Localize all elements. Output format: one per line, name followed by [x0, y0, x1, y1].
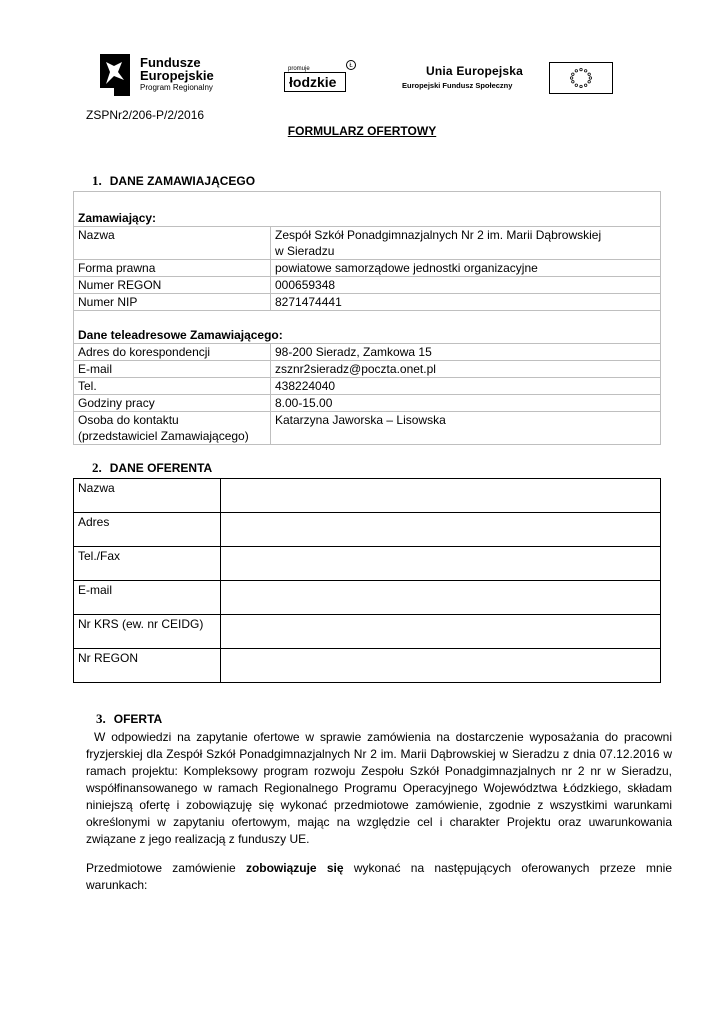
empty-row — [74, 192, 661, 211]
table-row — [74, 311, 661, 328]
lodzkie-small-text: promuje — [288, 66, 310, 72]
table-row — [74, 649, 661, 683]
row-value — [271, 227, 661, 260]
zamawiajacy-subheader: Zamawiający: — [74, 210, 661, 227]
row-label — [74, 412, 271, 445]
row-value: 8271474441 — [271, 294, 661, 311]
unia-europejska-logo — [400, 62, 615, 94]
table-row — [74, 479, 661, 513]
table-row — [74, 547, 661, 581]
row-value: zsznr2sieradz@poczta.onet.pl — [271, 361, 661, 378]
row-label: Numer NIP — [74, 294, 271, 311]
section1-heading — [92, 173, 255, 189]
table-row — [74, 344, 661, 361]
row-label: Nazwa — [74, 479, 221, 513]
row-value: Katarzyna Jaworska – Lisowska — [271, 412, 661, 445]
ue-line2: Europejski Fundusz Społeczny — [402, 81, 513, 90]
table-row — [74, 294, 661, 311]
fundusze-europejskie-mark-icon — [100, 54, 130, 96]
table-row — [74, 412, 661, 445]
row-label: E-mail — [74, 361, 271, 378]
eu-flag-icon — [549, 62, 613, 94]
zamawiajacy-table — [73, 191, 661, 445]
input-cell-adres[interactable] — [221, 513, 661, 547]
oferta-paragraph — [86, 729, 672, 848]
row-label: Nr KRS (ew. nr CEIDG) — [74, 615, 221, 649]
fe-line3: Program Regionalny — [140, 83, 213, 92]
section3-number: 3. — [96, 711, 106, 726]
row-label-line1: Osoba do kontaktu — [78, 413, 179, 427]
lodzkie-word: łodzkie — [289, 74, 337, 90]
row-label: Tel. — [74, 378, 271, 395]
section3-heading — [96, 711, 162, 727]
row-value-line1: Zespół Szkół Ponadgimnazjalnych Nr 2 im. Marii Dąbrowskiej — [275, 228, 602, 242]
table-row — [74, 210, 661, 227]
row-label: Godziny pracy — [74, 395, 271, 412]
promuje-lodzkie-logo — [282, 60, 358, 94]
table-row — [74, 395, 661, 412]
row-label: Adres — [74, 513, 221, 547]
fe-line1: Fundusze — [140, 55, 201, 70]
warunki-post: wykonać na następujących oferowanych przeze mnie warunkach: — [86, 861, 672, 892]
row-value-line2: w Sieradzu — [275, 244, 335, 258]
table-row — [74, 227, 661, 260]
input-cell-krs[interactable] — [221, 615, 661, 649]
row-label: Adres do korespondencji — [74, 344, 271, 361]
oferta-paragraph-text: W odpowiedzi na zapytanie ofertowe w sprawie zamówienia na dostarczenie wyposażania do pracowni fryzjerskiej dla Zespół Szkół Ponadgimnazjalnych Nr 2 im. Marii Dąbrowskiej w Sieradzu z dnia 07.12.2016 w ramach projektu: Kompleksowy program rozwoju Zespołu Szkół Ponadgimnazjalnych nr 2 nr w Sieradzu, współfinansowanego w ramach Regionalnego Programu Operacyjnego Województwa Łódzkiego, składam niniejszą ofertę i zobowiązuję się wykonać przedmiotowe zamówienie, zgodnie z wszystkimi warunkami określonymi w zapytaniu ofertowym, mając na względzie cel i charakter Projektu oraz uwarunkowania związane z jego realizacją z funduszy UE. — [86, 730, 672, 846]
document-reference: ZSPNr2/206-P/2/2016 — [86, 108, 205, 122]
row-value: 000659348 — [271, 277, 661, 294]
lodzkie-circle-mark: Ł — [346, 60, 356, 70]
warunki-paragraph — [86, 860, 672, 894]
row-label: Tel./Fax — [74, 547, 221, 581]
row-label: Nr REGON — [74, 649, 221, 683]
table-row — [74, 615, 661, 649]
table-row — [74, 327, 661, 344]
table-row — [74, 378, 661, 395]
ue-line1: Unia Europejska — [426, 64, 524, 78]
section2-title: DANE OFERENTA — [109, 461, 213, 475]
section2-number: 2. — [92, 460, 102, 475]
row-label: Forma prawna — [74, 260, 271, 277]
lodzkie-box — [284, 72, 346, 92]
input-cell-regon[interactable] — [221, 649, 661, 683]
row-label-line2: (przedstawiciel Zamawiającego) — [78, 429, 249, 443]
empty-row — [74, 311, 661, 328]
row-label: E-mail — [74, 581, 221, 615]
input-cell-tel-fax[interactable] — [221, 547, 661, 581]
table-row — [74, 581, 661, 615]
warunki-bold: zobowiązuje się — [245, 861, 344, 875]
row-value: 438224040 — [271, 378, 661, 395]
oferent-table — [73, 478, 661, 683]
teleadresowe-subheader: Dane teleadresowe Zamawiającego: — [74, 327, 661, 344]
input-cell-nazwa[interactable] — [221, 479, 661, 513]
row-label: Nazwa — [74, 227, 271, 260]
table-row — [74, 277, 661, 294]
row-value: powiatowe samorządowe jednostki organizacyjne — [271, 260, 661, 277]
fe-line2: Europejskie — [140, 68, 214, 83]
section3-title: OFERTA — [113, 712, 163, 726]
input-cell-email[interactable] — [221, 581, 661, 615]
row-label: Numer REGON — [74, 277, 271, 294]
row-value: 98-200 Sieradz, Zamkowa 15 — [271, 344, 661, 361]
section1-number: 1. — [92, 173, 102, 188]
section2-heading — [92, 460, 212, 476]
document-title: FORMULARZ OFERTOWY — [287, 124, 437, 138]
row-value: 8.00-15.00 — [271, 395, 661, 412]
fundusze-europejskie-text — [140, 56, 260, 93]
table-row — [74, 513, 661, 547]
section1-title: DANE ZAMAWIAJĄCEGO — [109, 174, 256, 188]
table-row — [74, 361, 661, 378]
table-row — [74, 260, 661, 277]
table-row — [74, 192, 661, 211]
warunki-pre: Przedmiotowe zamówienie — [86, 861, 246, 875]
